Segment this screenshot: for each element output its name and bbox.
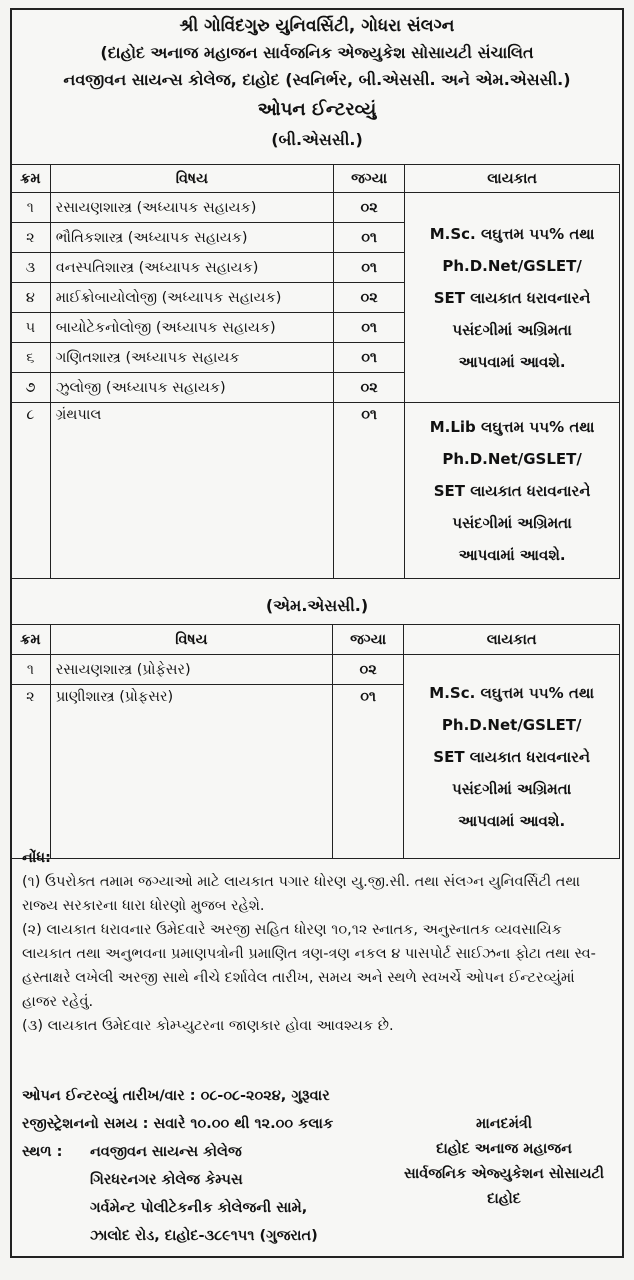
venue-label: સ્થળ : (22, 1144, 63, 1160)
row-subject: ગણિતશાસ્ત્ર (અધ્યાપક સહાયક (50, 343, 333, 373)
venue-line: ઝાલોદ રોડ, દાહોદ-૩૮૯૧૫૧ (ગુજરાત) (90, 1228, 318, 1244)
row-no: ૨ (11, 685, 51, 859)
row-no: ૨ (11, 223, 51, 253)
qual-line: આપવામાં આવશે. (458, 811, 566, 830)
row-posts: ૦૧ (332, 685, 403, 859)
qualification-msc-cell (405, 193, 620, 403)
col-posts-header: જગ્યા (334, 165, 405, 193)
open-interview-title: ઓપન ઈન્ટરવ્યું (257, 99, 377, 120)
col-qual-header: લાયકાત (404, 625, 620, 655)
qual-line: SET લાયકાત ધરાવનારને (433, 747, 591, 766)
row-no: ૧ (11, 193, 51, 223)
row-no: ૪ (11, 283, 51, 313)
schedule-section (22, 1082, 612, 1244)
row-subject: વનસ્પતિશાસ્ત્ર (અધ્યાપક સહાયક) (50, 253, 333, 283)
qual-line: પસંદગીમાં અગ્રિમતા (451, 779, 572, 798)
notes-title: નોંધ: (22, 850, 51, 866)
row-posts: ૦૨ (334, 193, 405, 223)
row-no: ૧ (11, 655, 51, 685)
row-subject: રસાયણશાસ્ત્ર (અધ્યાપક સહાયક) (50, 193, 333, 223)
signatory-org-line: સાર્વજનિક એજ્યુકેશન સોસાયટી (403, 1166, 605, 1182)
row-subject: બાયોટેકનોલોજી (અધ્યાપક સહાયક) (50, 313, 333, 343)
col-posts-header: જગ્યા (332, 625, 403, 655)
advertisement-frame (10, 8, 624, 1258)
qual-line: આપવામાં આવશે. (458, 352, 566, 371)
venue-line: ગિરધરનગર કોલેજ કેમ્પસ (90, 1172, 243, 1188)
notes-section (22, 846, 614, 1038)
table-header-row (11, 165, 620, 193)
qual-line: M.Sc. લઘુત્તમ ૫૫% તથા (429, 683, 595, 702)
note-1: (૧) ઉપરોક્ત તમામ જગ્યાઓ માટે લાયકાત પગાર ધોરણ યુ.જી.સી. તથા સંલગ્ન યુનિવર્સિટી તથા રાજ્ય સરકારના ધારા ધોરણો મુજબ રહેશે. (22, 874, 581, 914)
qual-line: SET લાયકાત ધરાવનારને (433, 288, 591, 307)
note-3: (૩) લાયકાત ઉમેદવાર કોમ્પ્યુટરના જાણકાર હોવા આવશ્યક છે. (22, 1018, 394, 1034)
row-posts: ૦૨ (334, 283, 405, 313)
table-row (11, 655, 620, 685)
registration-time: રજીસ્ટ્રેશનનો સમય : સવારે ૧૦.૦૦ થી ૧૨.૦૦ કલાક (22, 1116, 334, 1132)
msc-posts-table (10, 624, 620, 859)
col-qual-header: લાયકાત (405, 165, 620, 193)
bsc-section-title: (બી.એસસી.) (271, 130, 363, 149)
venue-line: નવજીવન સાયન્સ કોલેજ (90, 1144, 242, 1160)
signatory-org-line: દાહોદ અનાજ મહાજન (436, 1141, 572, 1157)
row-subject: માઈક્રોબાયોલોજી (અધ્યાપક સહાયક) (50, 283, 333, 313)
venue-block (22, 1138, 318, 1244)
society-line: (દાહોદ અનાજ મહાજન સાર્વજનિક એજ્યુકેશ સોસાયટી સંચાલિત (100, 43, 534, 62)
signatory-place: દાહોદ (487, 1191, 521, 1207)
qual-line: પસંદગીમાં અગ્રિમતા (452, 320, 572, 339)
row-posts: ૦૧ (334, 253, 405, 283)
row-posts: ૦૧ (334, 223, 405, 253)
qual-line: SET લાયકાત ધરાવનારને (433, 481, 591, 500)
signatory-title: માનદમંત્રી (476, 1116, 532, 1132)
qualification-msc-prof-cell (404, 655, 620, 859)
row-posts: ૦૧ (334, 403, 405, 579)
table-row (11, 403, 620, 579)
venue-address (90, 1138, 318, 1250)
qual-line: Ph.D.Net/GSLET/ (441, 715, 582, 734)
qual-line: Ph.D.Net/GSLET/ (442, 449, 582, 468)
row-no: ૩ (11, 253, 51, 283)
row-no: ૮ (11, 403, 51, 579)
row-subject: ઝુલોજી (અધ્યાપક સહાયક) (50, 373, 333, 403)
row-posts: ૦૨ (334, 373, 405, 403)
row-subject: ભૌતિકશાસ્ત્ર (અધ્યાપક સહાયક) (50, 223, 333, 253)
row-subject: રસાયણશાસ્ત્ર (પ્રોફેસર) (50, 655, 332, 685)
row-posts: ૦૨ (332, 655, 403, 685)
college-line: નવજીવન સાયન્સ કોલેજ, દાહોદ (સ્વનિર્ભર, બી.એસસી. અને એમ.એસસી.) (63, 70, 571, 89)
table-header-row (11, 625, 620, 655)
qual-line: આપવામાં આવશે. (458, 545, 566, 564)
note-2: (૨) લાયકાત ધરાવનાર ઉમેદવારે અરજી સહિત ધોરણ ૧૦,૧૨ સ્નાતક, અનુસ્નાતક વ્યવસાયિક લાયકાત તથા અનુભવના પ્રમાણપત્રોની પ્રમાણિત ત્રણ-ત્રણ નકલ ૪ પાસપોર્ટ સાઈઝના ફોટા તથા સ્વ-હસ્તાક્ષરે લખેલી અરજી સાથે નીચે દર્શાવેલ તારીખ, સમય અને સ્થળે સ્વખર્ચે ઓપન ઈન્ટરવ્યુંમાં હાજર રહેવું. (22, 922, 596, 1010)
col-subject-header: વિષય (50, 625, 332, 655)
table-row (11, 193, 620, 223)
qual-line: M.Lib લઘુત્તમ ૫૫% તથા (429, 417, 595, 436)
row-no: ૫ (11, 313, 51, 343)
bsc-posts-table (10, 164, 620, 579)
interview-date: ઓપન ઈન્ટરવ્યું તારીખ/વાર : ૦૮-૦૮-૨૦૨૪, ગુરૂવાર (22, 1088, 330, 1104)
qual-line: M.Sc. લઘુત્તમ ૫૫% તથા (429, 224, 595, 243)
row-posts: ૦૧ (334, 343, 405, 373)
row-no: ૭ (11, 373, 51, 403)
col-no-header: ક્રમ (11, 165, 51, 193)
col-no-header: ક્રમ (11, 625, 51, 655)
msc-section-title: (એમ.એસસી.) (265, 596, 369, 615)
row-subject: પ્રાણીશાસ્ત્ર (પ્રોફસર) (50, 685, 332, 859)
row-subject: ગ્રંથપાલ (50, 403, 333, 579)
qualification-mlib-cell (405, 403, 620, 579)
university-line: શ્રી ગોવિંદગુરુ યુનિવર્સિટી, ગોધરા સંલગ્ન (179, 16, 455, 36)
signature-block (394, 1112, 614, 1212)
row-no: ૬ (11, 343, 51, 373)
row-posts: ૦૧ (334, 313, 405, 343)
col-subject-header: વિષય (50, 165, 333, 193)
qual-line: Ph.D.Net/GSLET/ (442, 256, 582, 275)
venue-line: ગર્વમેન્ટ પોલીટેકનીક કોલેજની સામે, (90, 1200, 308, 1216)
qual-line: પસંદગીમાં અગ્રિમતા (452, 513, 572, 532)
